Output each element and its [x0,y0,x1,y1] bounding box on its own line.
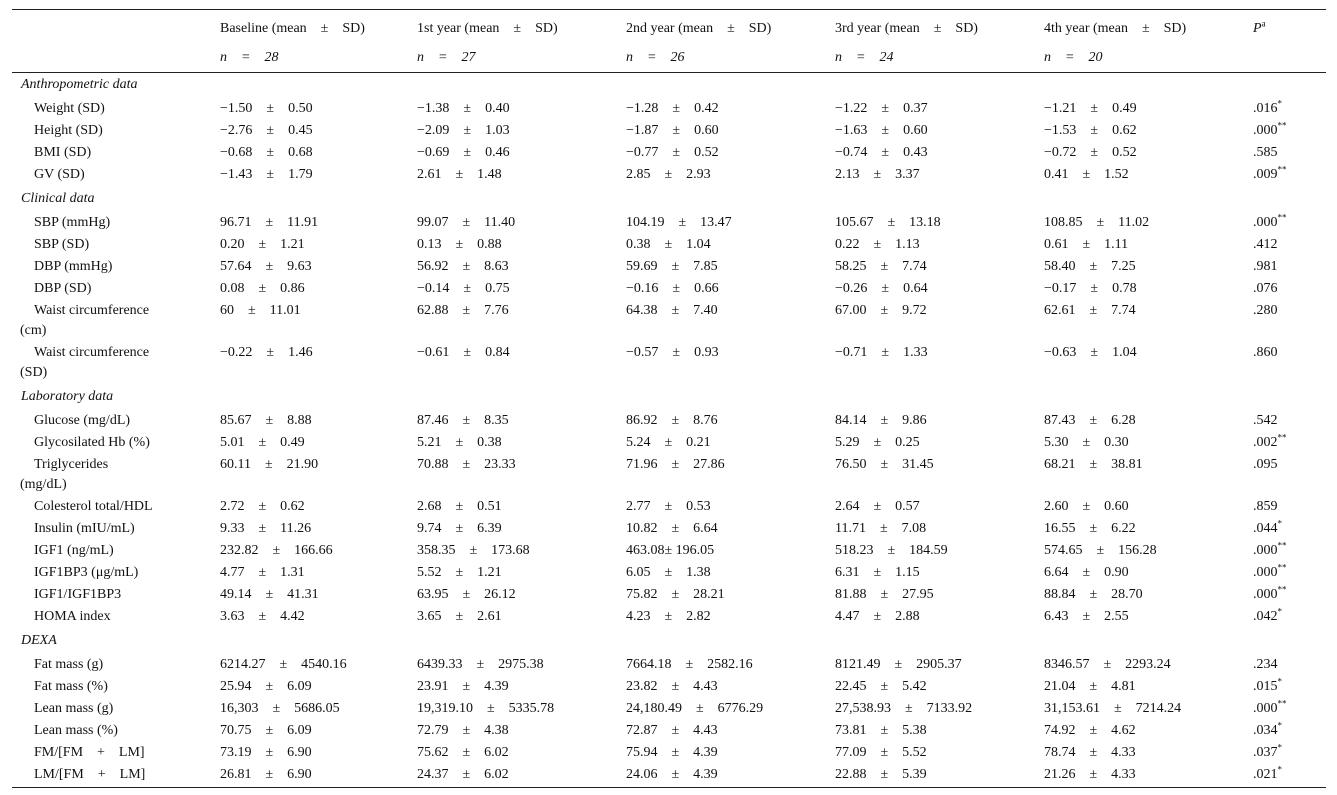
value-cell: −0.68 ± 0.68 [220,145,313,160]
p-value: .860 [1253,345,1278,360]
header-p-value [1251,10,1326,44]
value-cell: 5.21 ± 0.38 [417,435,502,450]
table-row [12,455,1326,497]
value-cell: 73.81 ± 5.38 [835,723,927,738]
value-cell: −0.16 ± 0.66 [626,281,719,296]
p-value: .234 [1253,657,1278,672]
value-cell: 21.26 ± 4.33 [1042,765,1251,788]
value-cell: 23.91 ± 4.39 [417,679,509,694]
p-value-cell [1251,433,1326,455]
p-value-cell [1251,143,1326,165]
significance-mark: ** [1277,120,1287,131]
p-value: .280 [1253,303,1278,318]
value-cell: 0.38 ± 1.04 [626,237,711,252]
row-label: Glycosilated Hb (%) [34,435,150,450]
row-label-line-2: (SD) [20,365,48,380]
section-row [12,629,1326,655]
value-cell: 71.96 ± 27.86 [626,457,725,472]
value-cell: 0.13 ± 0.88 [417,237,502,252]
value-cell: 57.64 ± 9.63 [220,259,312,274]
value-cell: 16.55 ± 6.22 [1044,521,1136,536]
sample-size-row [12,43,1326,73]
value-cell: 0.20 ± 1.21 [220,237,305,252]
value-cell: 574.65 ± 156.28 [1044,543,1157,558]
value-cell: 6.05 ± 1.38 [626,565,711,580]
value-cell: 62.61 ± 7.74 [1044,303,1136,318]
value-cell: −0.63 ± 1.04 [1044,345,1137,360]
row-label: HOMA index [34,609,111,624]
value-cell: 96.71 ± 11.91 [220,215,319,230]
table-row [12,721,1326,743]
p-value: .095 [1253,457,1278,472]
p-value-cell [1251,541,1326,563]
value-cell: 87.46 ± 8.35 [417,413,509,428]
value-cell: 4.23 ± 2.82 [626,609,711,624]
n-year-4: n = 20 [1042,43,1251,73]
section-row [12,385,1326,411]
section-row [12,73,1326,100]
value-cell: 31,153.61 ± 7214.24 [1044,701,1182,716]
p-value: .859 [1253,499,1278,514]
section-row [12,187,1326,213]
value-cell: 22.88 ± 5.39 [833,765,1042,788]
data-table-container [12,9,1326,788]
row-label [12,343,218,385]
p-value-cell [1251,743,1326,765]
section-title: Anthropometric data [21,77,138,92]
value-cell: 108.85 ± 11.02 [1044,215,1150,230]
p-value-cell [1251,699,1326,721]
row-label: SBP (SD) [34,237,90,252]
value-cell: 8121.49 ± 2905.37 [835,657,962,672]
value-cell: −0.57 ± 0.93 [626,345,719,360]
row-label [12,301,218,343]
table-row [12,343,1326,385]
table-row [12,411,1326,433]
table-row [12,121,1326,143]
n-year-2: n = 26 [624,43,833,73]
row-label [12,455,218,497]
value-cell: −0.71 ± 1.33 [835,345,928,360]
value-cell: 26.81 ± 6.90 [218,765,415,788]
value-cell: 24.37 ± 6.02 [415,765,624,788]
row-label: Colesterol total/HDL [34,499,153,514]
p-value: .981 [1253,259,1278,274]
header-year-2: 2nd year (mean ± SD) [624,10,833,44]
value-cell: −1.22 ± 0.37 [835,101,928,116]
significance-mark: ** [1277,698,1287,709]
value-cell: 16,303 ± 5686.05 [220,701,340,716]
value-cell: 74.92 ± 4.62 [1044,723,1136,738]
row-label: BMI (SD) [34,145,92,160]
header-year-1: 1st year (mean ± SD) [415,10,624,44]
row-label-line-1: Waist circumference [34,303,150,318]
significance-mark: ** [1277,432,1287,443]
value-cell: 87.43 ± 6.28 [1044,413,1136,428]
value-cell: 2.77 ± 0.53 [626,499,711,514]
value-cell: 9.74 ± 6.39 [417,521,502,536]
value-cell: 9.33 ± 11.26 [220,521,312,536]
row-label-line-1: Waist circumference [34,345,150,360]
p-value-cell [1251,765,1326,788]
n-blank [1251,43,1326,73]
p-value: .044 [1253,521,1278,536]
significance-mark: * [1277,742,1282,753]
significance-mark: * [1277,518,1282,529]
table-row [12,143,1326,165]
value-cell: 60.11 ± 21.90 [220,457,319,472]
value-cell: 2.13 ± 3.37 [835,167,920,182]
value-cell: 6439.33 ± 2975.38 [417,657,544,672]
value-cell: −1.50 ± 0.50 [220,101,313,116]
value-cell: −0.72 ± 0.52 [1044,145,1137,160]
value-cell: 4.77 ± 1.31 [220,565,305,580]
value-cell: 232.82 ± 166.66 [220,543,333,558]
table-row [12,235,1326,257]
value-cell: 75.62 ± 6.02 [417,745,509,760]
header-baseline: Baseline (mean ± SD) [218,10,415,44]
value-cell: 27,538.93 ± 7133.92 [835,701,973,716]
p-value: .585 [1253,145,1278,160]
value-cell: −1.87 ± 0.60 [626,123,719,138]
value-cell: 5.24 ± 0.21 [626,435,711,450]
value-cell: −0.74 ± 0.43 [835,145,928,160]
row-label: DBP (mmHg) [34,259,113,274]
value-cell: 72.79 ± 4.38 [417,723,509,738]
value-cell: 64.38 ± 7.40 [626,303,718,318]
section-title: Clinical data [21,191,95,206]
value-cell: 24,180.49 ± 6776.29 [626,701,764,716]
value-cell: 8346.57 ± 2293.24 [1044,657,1171,672]
p-value-cell [1251,213,1326,235]
value-cell: −0.61 ± 0.84 [417,345,510,360]
table-body [12,73,1326,788]
value-cell: 75.82 ± 28.21 [626,587,725,602]
value-cell: 518.23 ± 184.59 [835,543,948,558]
row-label: Lean mass (%) [34,723,118,738]
value-cell: 2.60 ± 0.60 [1044,499,1129,514]
value-cell: 0.41 ± 1.52 [1044,167,1129,182]
significance-mark: * [1277,720,1282,731]
significance-mark: * [1277,606,1282,617]
row-label: GV (SD) [34,167,85,182]
value-cell: 23.82 ± 4.43 [626,679,718,694]
p-value-cell [1251,497,1326,519]
value-cell: 0.61 ± 1.11 [1044,237,1129,252]
p-value-cell [1251,677,1326,699]
table-row [12,541,1326,563]
p-value-cell [1251,235,1326,257]
p-value-cell [1251,343,1326,385]
header-blank [12,10,218,44]
p-value: .009 [1253,167,1278,182]
table-row [12,607,1326,629]
value-cell: 0.22 ± 1.13 [835,237,920,252]
value-cell: 5.52 ± 1.21 [417,565,502,580]
significance-mark: * [1277,676,1282,687]
p-value: .000 [1253,701,1278,716]
row-label: LM/[FM + LM] [12,765,218,788]
value-cell: −0.17 ± 0.78 [1044,281,1137,296]
value-cell: 62.88 ± 7.76 [417,303,509,318]
p-value-cell [1251,585,1326,607]
table-row [12,743,1326,765]
p-value: .021 [1253,767,1278,782]
value-cell: 73.19 ± 6.90 [220,745,312,760]
p-value: .042 [1253,609,1278,624]
value-cell: −2.76 ± 0.45 [220,123,313,138]
p-value: .000 [1253,587,1278,602]
value-cell: 105.67 ± 13.18 [835,215,941,230]
table-row [12,585,1326,607]
significance-mark: ** [1277,584,1287,595]
p-value-cell [1251,279,1326,301]
row-label-line-2: (mg/dL) [20,477,67,492]
value-cell: −1.28 ± 0.42 [626,101,719,116]
significance-mark: ** [1277,164,1287,175]
value-cell: 5.30 ± 0.30 [1044,435,1129,450]
p-value-cell [1251,607,1326,629]
value-cell: 56.92 ± 8.63 [417,259,509,274]
row-label: Insulin (mIU/mL) [34,521,135,536]
value-cell: 2.68 ± 0.51 [417,499,502,514]
table-row [12,563,1326,585]
p-value: .542 [1253,413,1278,428]
value-cell: 6.43 ± 2.55 [1044,609,1129,624]
p-value: .015 [1253,679,1278,694]
table-row [12,655,1326,677]
section-title: DEXA [21,633,57,648]
p-value: .076 [1253,281,1278,296]
row-label: Glucose (mg/dL) [34,413,131,428]
significance-mark: * [1277,98,1282,109]
row-label: DBP (SD) [34,281,92,296]
p-value: .000 [1253,543,1278,558]
table-row [12,279,1326,301]
value-cell: 58.40 ± 7.25 [1044,259,1136,274]
p-value-cell [1251,165,1326,187]
value-cell: 75.94 ± 4.39 [626,745,718,760]
p-value-cell [1251,655,1326,677]
value-cell: 19,319.10 ± 5335.78 [417,701,555,716]
p-value-cell [1251,121,1326,143]
row-label: IGF1BP3 (μg/mL) [34,565,139,580]
value-cell: 7664.18 ± 2582.16 [626,657,753,672]
value-cell: −0.69 ± 0.46 [417,145,510,160]
value-cell: 358.35 ± 173.68 [417,543,530,558]
row-label: IGF1/IGF1BP3 [34,587,122,602]
value-cell: 0.08 ± 0.86 [220,281,305,296]
value-cell: −1.43 ± 1.79 [220,167,313,182]
p-value: .000 [1253,215,1278,230]
value-cell: 63.95 ± 26.12 [417,587,516,602]
value-cell: 22.45 ± 5.42 [835,679,927,694]
row-label-line-2: (cm) [20,323,47,338]
p-value: .037 [1253,745,1278,760]
table-row [12,519,1326,541]
table-row [12,433,1326,455]
row-label: Lean mass (g) [34,701,114,716]
value-cell: −1.38 ± 0.40 [417,101,510,116]
row-label: Height (SD) [34,123,103,138]
p-value-cell [1251,721,1326,743]
p-value: .034 [1253,723,1278,738]
value-cell: 2.61 ± 1.48 [417,167,502,182]
header-year-3: 3rd year (mean ± SD) [833,10,1042,44]
value-cell: −0.14 ± 0.75 [417,281,510,296]
row-label: SBP (mmHg) [34,215,111,230]
value-cell: 2.85 ± 2.93 [626,167,711,182]
value-cell: 6214.27 ± 4540.16 [220,657,347,672]
p-value-cell [1251,257,1326,279]
data-table [12,9,1326,788]
value-cell: −1.53 ± 0.62 [1044,123,1137,138]
row-label: Fat mass (%) [34,679,108,694]
value-cell: 4.47 ± 2.88 [835,609,920,624]
p-value: .412 [1253,237,1278,252]
value-cell: 70.75 ± 6.09 [220,723,312,738]
value-cell: 81.88 ± 27.95 [835,587,934,602]
header-year-4: 4th year (mean ± SD) [1042,10,1251,44]
value-cell: 60 ± 11.01 [220,303,301,318]
value-cell: 68.21 ± 38.81 [1044,457,1143,472]
value-cell: 5.01 ± 0.49 [220,435,305,450]
value-cell: −0.22 ± 1.46 [220,345,313,360]
value-cell: 78.74 ± 4.33 [1044,745,1136,760]
sample-size-blank [12,43,218,73]
n-baseline: n = 28 [218,43,415,73]
value-cell: 86.92 ± 8.76 [626,413,718,428]
row-label: IGF1 (ng/mL) [34,543,114,558]
value-cell: 59.69 ± 7.85 [626,259,718,274]
table-row [12,699,1326,721]
value-cell: −1.21 ± 0.49 [1044,101,1137,116]
value-cell: 104.19 ± 13.47 [626,215,732,230]
section-title: Laboratory data [21,389,114,404]
value-cell: 85.67 ± 8.88 [220,413,312,428]
p-value-cell [1251,301,1326,343]
p-value-cell [1251,519,1326,541]
value-cell: 84.14 ± 9.86 [835,413,927,428]
value-cell: 10.82 ± 6.64 [626,521,718,536]
row-label: Weight (SD) [34,101,105,116]
table-row [12,99,1326,121]
value-cell: 72.87 ± 4.43 [626,723,718,738]
value-cell: 6.31 ± 1.15 [835,565,920,580]
p-value-cell [1251,99,1326,121]
value-cell: 2.72 ± 0.62 [220,499,305,514]
p-value: .016 [1253,101,1278,116]
p-value-cell [1251,411,1326,433]
p-value: .000 [1253,565,1278,580]
value-cell: −2.09 ± 1.03 [417,123,510,138]
table-row [12,257,1326,279]
p-value-cell [1251,563,1326,585]
value-cell: 88.84 ± 28.70 [1044,587,1143,602]
significance-mark: ** [1277,212,1287,223]
n-year-1: n = 27 [415,43,624,73]
p-label: P [1253,20,1262,36]
value-cell: 77.09 ± 5.52 [835,745,927,760]
value-cell: 5.29 ± 0.25 [835,435,920,450]
value-cell: −0.77 ± 0.52 [626,145,719,160]
table-header [12,10,1326,73]
table-row [12,677,1326,699]
value-cell: 49.14 ± 41.31 [220,587,319,602]
row-label: FM/[FM + LM] [34,745,145,760]
table-row [12,165,1326,187]
significance-mark: * [1277,764,1282,775]
value-cell: 25.94 ± 6.09 [220,679,312,694]
row-label: Fat mass (g) [34,657,104,672]
value-cell: 99.07 ± 11.40 [417,215,516,230]
value-cell: 70.88 ± 23.33 [417,457,516,472]
table-row [12,765,1326,788]
value-cell: 463.08± 196.05 [626,543,715,558]
value-cell: 21.04 ± 4.81 [1044,679,1136,694]
table-row [12,213,1326,235]
value-cell: −0.26 ± 0.64 [835,281,928,296]
n-year-3: n = 24 [833,43,1042,73]
value-cell: 3.63 ± 4.42 [220,609,305,624]
value-cell: 76.50 ± 31.45 [835,457,934,472]
row-label-line-1: Triglycerides [34,457,109,472]
value-cell: 58.25 ± 7.74 [835,259,927,274]
p-value: .002 [1253,435,1278,450]
value-cell: 2.64 ± 0.57 [835,499,920,514]
header-row [12,10,1326,44]
significance-mark: ** [1277,540,1287,551]
table-row [12,497,1326,519]
value-cell: −1.63 ± 0.60 [835,123,928,138]
p-value-cell [1251,455,1326,497]
value-cell: 24.06 ± 4.39 [624,765,833,788]
p-value: .000 [1253,123,1278,138]
significance-mark: ** [1277,562,1287,573]
value-cell: 67.00 ± 9.72 [835,303,927,318]
value-cell: 3.65 ± 2.61 [417,609,502,624]
value-cell: 11.71 ± 7.08 [835,521,927,536]
value-cell: 6.64 ± 0.90 [1044,565,1129,580]
table-row [12,301,1326,343]
p-footnote-mark: a [1261,17,1266,28]
